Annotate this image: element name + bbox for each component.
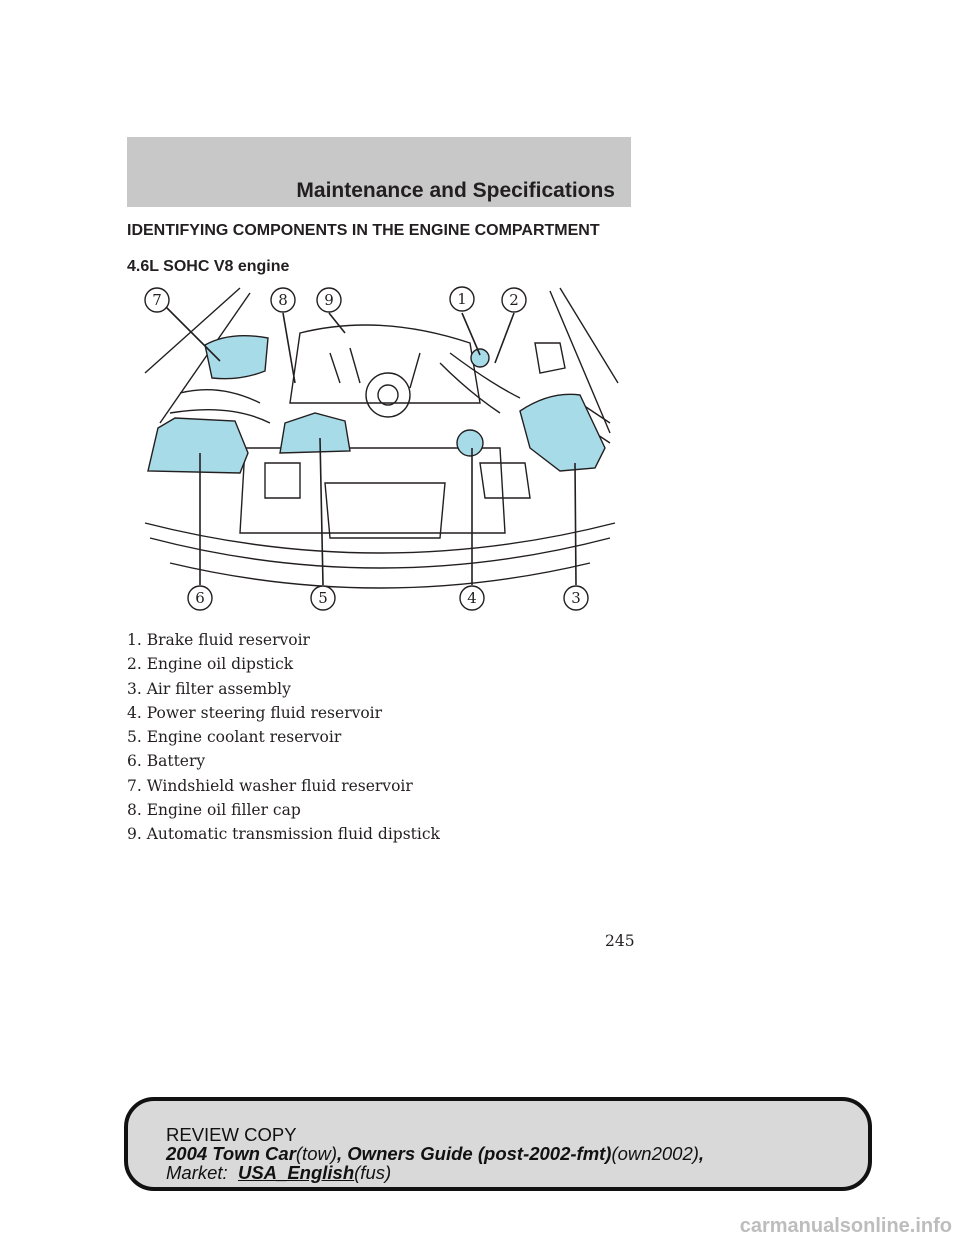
review-guide-code: (own2002)	[611, 1143, 699, 1164]
callout-3: 3	[571, 589, 581, 607]
page-header-title: Maintenance and Specifications	[296, 179, 615, 202]
review-copy-box	[124, 1097, 872, 1191]
legend-item: 3. Air filter assembly	[127, 679, 291, 698]
legend-item: 1. Brake fluid reservoir	[127, 631, 310, 649]
watermark: carmanualsonline.info	[739, 1215, 952, 1237]
legend-item: 6. Battery	[127, 752, 206, 771]
header-band	[127, 137, 631, 207]
review-separator: ,	[337, 1143, 348, 1164]
section-heading: IDENTIFYING COMPONENTS IN THE ENGINE COMPARTMENT	[127, 222, 600, 239]
callout-6: 6	[195, 589, 205, 607]
legend-item: 5. Engine coolant reservoir	[127, 728, 342, 747]
callout-4: 4	[467, 589, 477, 607]
page-number: 245	[605, 932, 635, 950]
review-market: USA_English	[237, 1162, 355, 1183]
legend-item: 7. Windshield washer fluid reservoir	[127, 776, 413, 795]
legend-item: 4. Power steering fluid reservoir	[127, 703, 383, 722]
review-market-code: (fus)	[354, 1162, 392, 1183]
review-copy-label: REVIEW COPY	[166, 1124, 297, 1145]
callout-7: 7	[152, 291, 162, 309]
review-model-code: (tow)	[295, 1143, 338, 1164]
legend-item: 8. Engine oil filler cap	[127, 801, 301, 820]
legend-item: 2. Engine oil dipstick	[127, 655, 294, 674]
legend-item: 9. Automatic transmission fluid dipstick	[127, 825, 440, 844]
callout-8: 8	[278, 291, 288, 309]
review-model: 2004 Town Car	[166, 1143, 296, 1164]
callout-5: 5	[318, 589, 328, 607]
callout-1: 1	[457, 290, 467, 308]
review-market-label: Market:	[166, 1162, 228, 1183]
review-copy-text	[166, 1125, 704, 1182]
engine-subheading: 4.6L SOHC V8 engine	[127, 258, 290, 275]
callout-9: 9	[324, 291, 334, 309]
engine-compartment-diagram	[140, 283, 620, 615]
callout-2: 2	[509, 291, 519, 309]
review-guide: Owners Guide (post-2002-fmt)	[347, 1143, 612, 1164]
review-comma: ,	[698, 1143, 705, 1164]
component-legend	[127, 628, 440, 847]
